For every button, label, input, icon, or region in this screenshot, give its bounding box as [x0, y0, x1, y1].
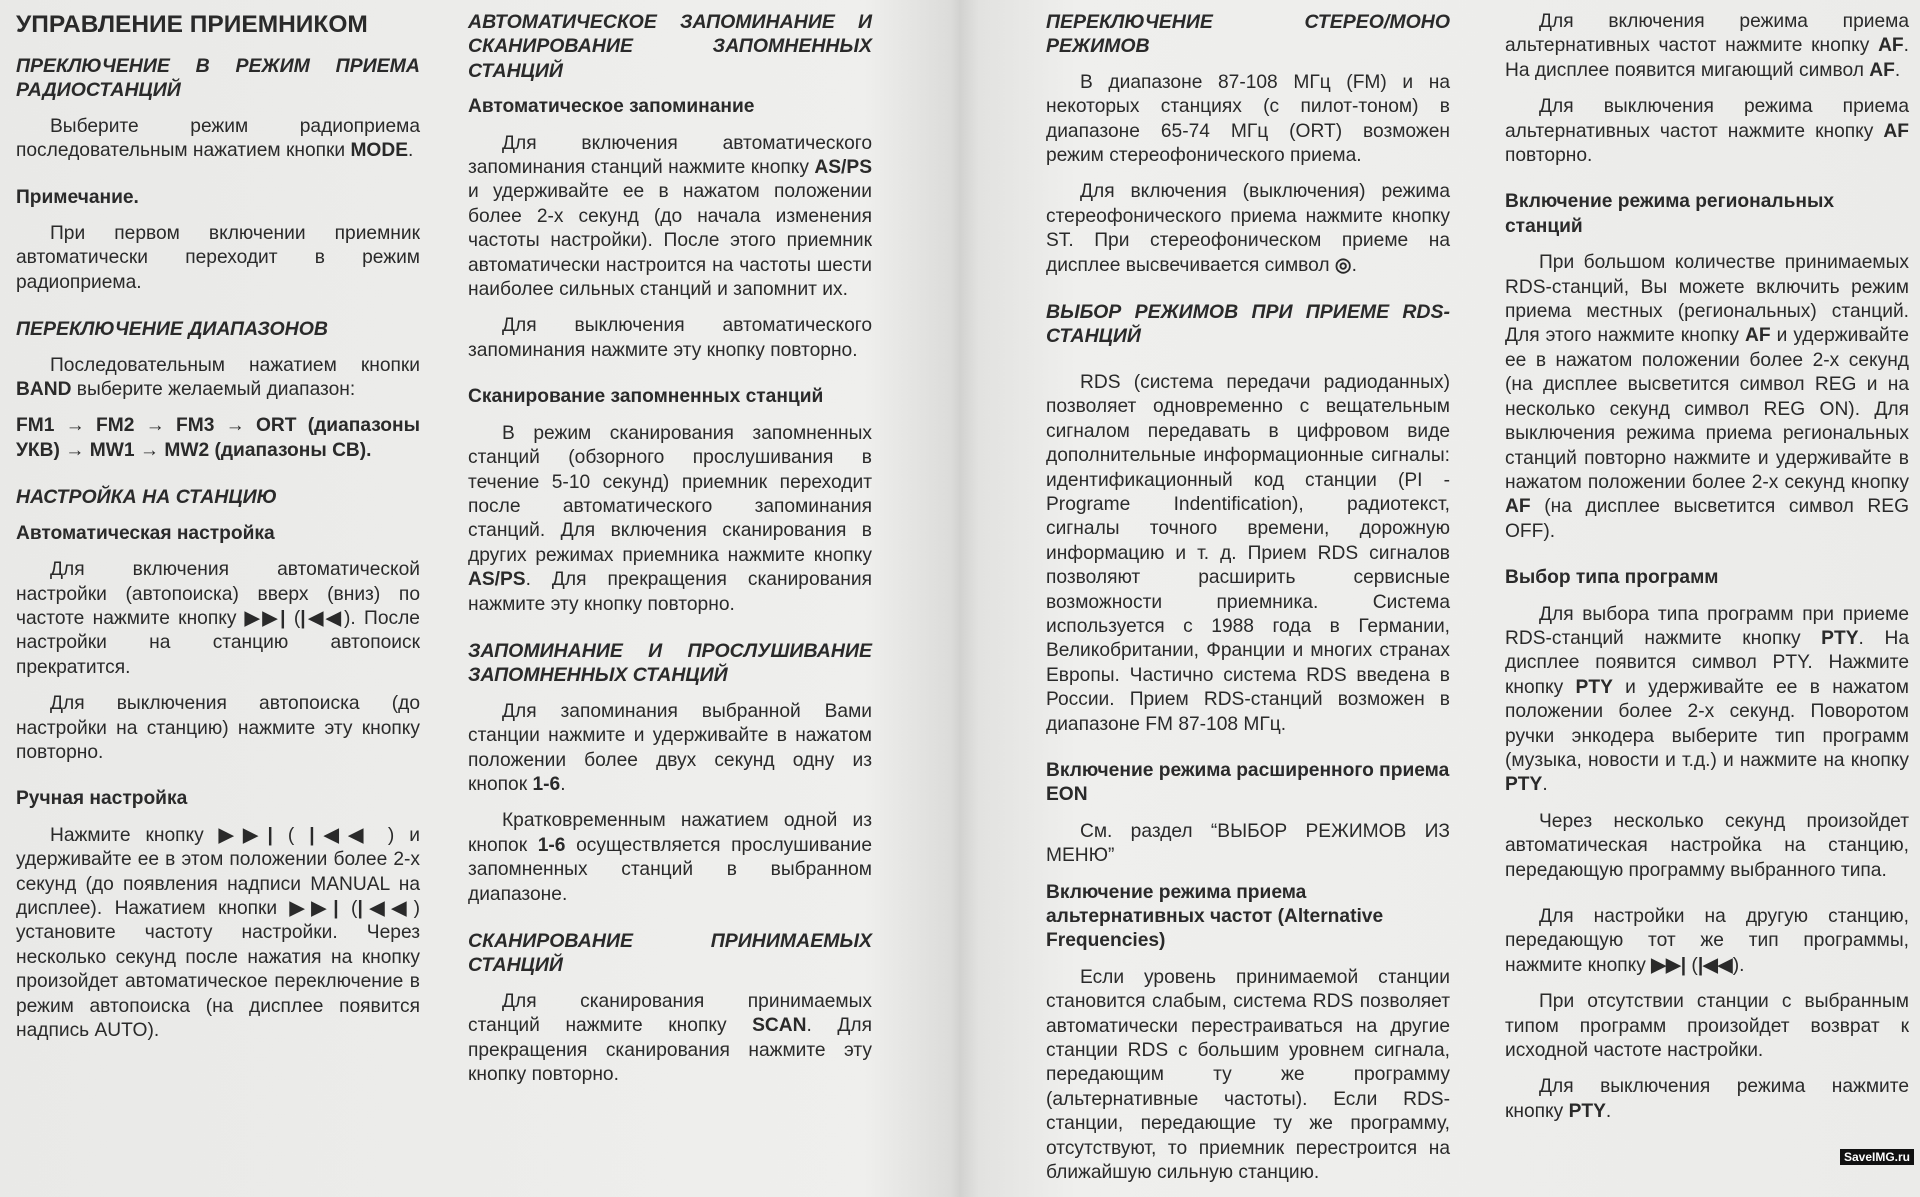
text-run: выберите желаемый диапазон:: [71, 379, 356, 401]
text-run: .: [1542, 774, 1548, 796]
paragraph: [1046, 180, 1450, 278]
watermark-logo: SaveIMG.ru: [1840, 1149, 1914, 1165]
bold-text: PTY: [1568, 1100, 1606, 1122]
text-run: Включение режима расширенного приема EON: [1046, 759, 1450, 806]
section-heading: [16, 485, 420, 509]
text-run: повторно.: [1505, 145, 1593, 167]
text-run: ). После настройки на станцию автопоиск прекратится.: [16, 607, 420, 678]
text-run: Для запоминания выбранной Вами станции нажмите и удерживайте в нажатом положении более двух секунд одну из кнопок: [468, 700, 872, 795]
paragraph: [1046, 371, 1450, 737]
paragraph: [468, 990, 872, 1088]
paragraph: [1046, 820, 1450, 869]
column-3: [1046, 10, 1450, 1197]
text-run: Кратковременным нажатием одной из кнопок: [468, 810, 872, 856]
bold-text: PTY: [1575, 676, 1613, 698]
text-run: АВТОМАТИЧЕСКОЕ ЗАПОМИНАНИЕ И СКАНИРОВАНИЕ ЗАПОМНЕННЫХ СТАНЦИЙ: [468, 11, 872, 82]
section-heading: [468, 639, 872, 688]
text-run: (: [285, 607, 301, 629]
section-heading: [1046, 300, 1450, 349]
text-run: и удерживайте ее в нажатом положении более 2-х секунд (на дисплее высветится символ REG и на несколько секунд символ REG ON). Для выключения режима приема региональных станций повторно нажмите и удерживайте в нажатом положении более 2-х секунд кнопку: [1505, 325, 1909, 493]
paragraph: [1505, 1075, 1909, 1124]
text-run: При отсутствии станции с выбранным типом программ произойдет возврат к исходной частоте настройки.: [1505, 991, 1909, 1062]
text-run: Примечание.: [16, 186, 139, 208]
paragraph: [1505, 251, 1909, 544]
bold-text: AF: [1869, 59, 1895, 81]
bold-text: |◀◀: [300, 607, 345, 629]
text-run: Для выключения автоматического запоминания нажмите эту кнопку повторно.: [468, 315, 872, 361]
text-run: .: [1605, 1100, 1612, 1122]
text-run: Для настройки на другую станцию, передающую тот же тип программы, нажмите кнопку: [1505, 906, 1909, 976]
text-run: и удерживайте ее в нажатом положении более 2-х секунд. Поворотом ручки энкодера выберите тип программ (музыка, новости и т.д.) и нажмите на кнопку: [1505, 676, 1909, 771]
text-run: Для включения автоматической настройки (автопоиска) вверх (вниз) по частоте нажмите кнопку: [16, 559, 420, 629]
bold-text: PTY: [1505, 774, 1543, 796]
paragraph: [468, 314, 872, 363]
bold-text: |◀◀: [357, 897, 414, 919]
text-run: (: [338, 897, 358, 919]
paragraph: [16, 222, 420, 295]
paragraph: [1505, 603, 1909, 798]
bold-text: 1-6: [532, 773, 561, 795]
bold-text: ▶▶|: [1651, 954, 1687, 976]
bold-text: ◎: [1334, 254, 1352, 276]
text-run: . На дисплее появится символ PTY. Нажмите кнопку: [1505, 627, 1909, 698]
text-run: Выбор типа программ: [1505, 567, 1719, 589]
text-run: RDS (система передачи радиоданных) позволяет одновременно с вещательным сигналом передавать в цифровом виде дополнительные информационные сигналы: идентификационный код станции (PI - Programe Indentification), радиотекст, сигналы точного времени, дорожную информацию и т. д. Прием RDS сигналов позволяют расширить сервисные возможности приемника. Система используется с 1988 года в Германии, Великобритании, Франции и многих странах Европы. Частично система RDS введена в России. Прием RDS-станций возможен в диапазоне FM 87-108 МГц.: [1046, 371, 1450, 735]
bold-text: FM1 → FM2 → FM3 → ORT (диапазоны УКВ) → MW1 → MW2 (диапазоны СВ).: [16, 415, 420, 461]
subsection-heading: [16, 186, 420, 210]
column-4: [1505, 10, 1909, 1136]
paragraph: [468, 809, 872, 907]
text-run: Последовательным нажатием кнопки: [50, 354, 420, 376]
text-run: В диапазоне 87-108 МГц (FM) и на некоторых станциях (с пилот-тоном) в диапазоне 65-74 МГц (ORT) возможен режим стереофонического приема.: [1046, 71, 1450, 167]
bold-text: AS/PS: [468, 569, 526, 591]
text-run: (: [1686, 954, 1698, 976]
bold-text: AF: [1878, 35, 1904, 57]
paragraph: [468, 132, 872, 303]
text-run: Для выбора типа программ при приеме RDS-станций нажмите кнопку: [1505, 603, 1909, 649]
bold-text: AF: [1505, 496, 1531, 518]
bold-text: |◀◀: [309, 824, 373, 846]
subsection-heading: [1046, 881, 1450, 954]
text-run: Выберите режим радиоприема последовательным нажатием кнопки: [16, 115, 420, 162]
bold-text: SCAN: [752, 1015, 807, 1037]
subsection-heading: [16, 787, 420, 811]
subsection-heading: [1505, 190, 1909, 239]
bold-text: |◀◀: [1697, 954, 1733, 976]
text-run: Ручная настройка: [16, 788, 188, 810]
text-run: .: [1351, 254, 1357, 276]
text-run: Для включения (выключения) режима стереофонического приема нажмите кнопку ST. При стереофоническом приеме на дисплее высвечивается символ: [1046, 181, 1450, 276]
text-run: ) и удерживайте ее в этом положении более 2-х секунд (до появления надписи MANUAL на дисплее). Нажатием кнопки: [16, 824, 420, 919]
paragraph: [1505, 10, 1909, 83]
text-run: . Для прекращения сканирования нажмите эту кнопку повторно.: [468, 569, 872, 615]
text-run: При большом количестве принимаемых RDS-станций, Вы можете включить режим приема местных (региональных) станций. Для этого нажмите кнопку: [1505, 252, 1909, 347]
text-run: Для выключения режима нажмите кнопку: [1505, 1076, 1909, 1122]
text-run: Автоматическая настройка: [16, 522, 275, 544]
text-run: .: [560, 773, 566, 795]
paragraph: [468, 422, 872, 617]
text-run: Для включения автоматического запоминания станций нажмите кнопку: [468, 132, 872, 179]
column-1: [16, 10, 420, 1055]
paragraph: [16, 692, 420, 765]
paragraph: [1505, 905, 1909, 978]
paragraph: [16, 558, 420, 680]
text-run: осуществляется прослушивание запомненных станций в выбранном диапазоне.: [468, 834, 873, 905]
text-run: Через несколько секунд произойдет автоматическая настройка на станцию, передающую программу выбранного типа.: [1505, 810, 1909, 881]
text-run: Включение режима региональных станций: [1505, 191, 1835, 237]
paragraph: [16, 354, 420, 403]
text-run: Включение режима приема альтернативных частот (Alternative Frequencies): [1046, 881, 1384, 952]
text-run: (на дисплее высветится символ REG OFF).: [1505, 496, 1909, 542]
text-run: См. раздел “ВЫБОР РЕЖИМОВ ИЗ МЕНЮ”: [1046, 820, 1450, 867]
subsection-heading: [468, 95, 872, 119]
paragraph: [1046, 966, 1450, 1186]
bold-text: ▶▶|: [218, 824, 273, 846]
subsection-heading: [1046, 759, 1450, 808]
text-run: Для сканирования принимаемых станций нажмите кнопку: [468, 990, 872, 1037]
text-run: УПРАВЛЕНИЕ ПРИЕМНИКОМ: [16, 11, 368, 38]
paragraph: [1505, 95, 1909, 168]
text-run: .: [1894, 59, 1901, 81]
text-run: . Для прекращения сканирования нажмите эту кнопку повторно.: [468, 1015, 872, 1086]
text-run: В режим сканирования запомненных станций (обзорного прослушивания в течение 5-10 секунд) приемник переходит после автоматического запоминания станций. Для включения сканирования в других режимах приемника нажмите кнопку: [468, 422, 872, 566]
paragraph: [16, 115, 420, 164]
bold-text: AF: [1883, 120, 1909, 142]
text-run: .: [408, 140, 414, 162]
column-2: [468, 10, 872, 1099]
section-heading: [468, 10, 872, 83]
text-run: ВЫБОР РЕЖИМОВ ПРИ ПРИЕМЕ RDS-СТАНЦИЙ: [1046, 301, 1450, 348]
text-run: Нажмите кнопку: [50, 824, 219, 846]
text-run: Автоматическое запоминание: [468, 96, 755, 118]
text-run: ПРЕКЛЮЧЕНИЕ В РЕЖИМ ПРИЕМА РАДИОСТАНЦИЙ: [16, 55, 420, 102]
text-run: ПЕРЕКЛЮЧЕНИЕ СТЕРЕО/МОНО РЕЖИМОВ: [1046, 11, 1450, 58]
bold-text: 1-6: [537, 834, 566, 856]
text-run: Для включения режима приема альтернативных частот нажмите кнопку: [1505, 11, 1909, 57]
bold-text: AS/PS: [814, 157, 872, 179]
text-run: и удерживайте ее в нажатом положении более 2-х секунд (до начала изменения частоты настройки). После этого приемник автоматически настроится на частоты шести наиболее сильных станций и запомнит их.: [468, 181, 872, 301]
subsection-heading: [1505, 566, 1909, 590]
section-heading: [16, 54, 420, 103]
paragraph: [16, 824, 420, 1044]
text-run: ) установите частоту настройки. Через несколько секунд после нажатия на кнопку произойдет автоматическое переключение в режим автопоиска (на дисплее появится надпись AUTO).: [16, 897, 420, 1041]
text-run: СКАНИРОВАНИЕ ПРИНИМАЕМЫХ СТАНЦИЙ: [468, 930, 872, 977]
subsection-heading: [468, 385, 872, 409]
text-run: ).: [1732, 954, 1745, 976]
text-run: . На дисплее появится мигающий символ: [1505, 35, 1909, 81]
text-run: При первом включении приемник автоматически переходит в режим радиоприема.: [16, 223, 420, 293]
bold-text: MODE: [350, 140, 409, 162]
text-run: Сканирование запомненных станций: [468, 386, 824, 408]
bold-text: BAND: [16, 379, 72, 401]
section-heading: [1046, 10, 1450, 59]
bold-text: ▶▶|: [244, 607, 286, 629]
bold-text: PTY: [1821, 627, 1859, 649]
bold-text: AF: [1745, 325, 1771, 347]
paragraph: [1505, 810, 1909, 883]
page-title: [16, 10, 420, 40]
text-run: Если уровень принимаемой станции становится слабым, система RDS позволяет автоматически перестраиваться на другие станции RDS с большим уровнем сигнала, передающим ту же программу (альтернативные частоты). Если RDS-станции, передающие ту же программу, отсутствуют, то приемник перестроится на ближайшую сильную станцию.: [1046, 966, 1450, 1184]
paragraph: [1505, 990, 1909, 1063]
subsection-heading: [16, 522, 420, 546]
paragraph: [468, 700, 872, 798]
text-run: Для выключения автопоиска (до настройки на станцию) нажмите эту кнопку повторно.: [16, 693, 420, 763]
text-run: НАСТРОЙКА НА СТАНЦИЮ: [16, 486, 277, 509]
text-run: Для выключения режима приема альтернативных частот нажмите кнопку: [1505, 96, 1909, 142]
paragraph: [16, 414, 420, 463]
text-run: ПЕРЕКЛЮЧЕНИЕ ДИАПАЗОНОВ: [16, 318, 328, 341]
section-heading: [468, 929, 872, 978]
text-run: ЗАПОМИНАНИЕ И ПРОСЛУШИВАНИЕ ЗАПОМНЕННЫХ СТАНЦИЙ: [468, 639, 872, 687]
text-run: (: [272, 824, 310, 846]
bold-text: ▶▶|: [289, 897, 339, 919]
paragraph: [1046, 71, 1450, 169]
section-heading: [16, 317, 420, 341]
